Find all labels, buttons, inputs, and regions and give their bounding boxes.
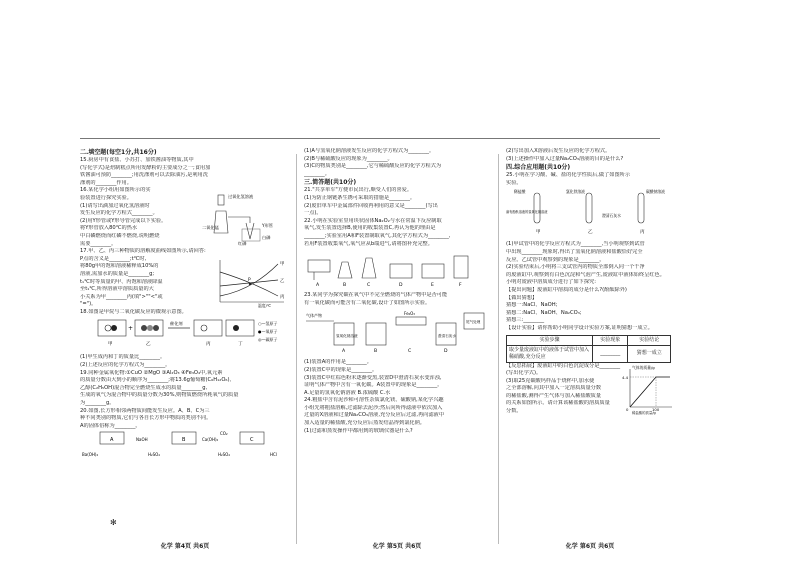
top-rule [80,138,660,139]
gas-apparatus-figure [304,248,490,288]
text-line: 之全部溶解,向其中加入一定溶质质量分数 [506,385,602,392]
label-bing: 丙 [206,342,211,348]
table-header: 实验现象 [593,335,628,345]
text-line: P点的含义是________;t℃时, [80,255,147,262]
chain-item: H₂SO₄ [218,452,230,458]
q17-block [80,256,290,309]
apparatus-e [422,264,444,278]
label-gas: 气体产物 [306,313,322,319]
text-line: (3)C的物质类别是________,它与稀硫酸反应的化学方程式为 [304,163,442,170]
text-line: (1)为防止钢链条生锈可采取的措施是________。 [304,194,416,201]
text-line: 有一氧化碳而可能含有二氧化碳,设计了如图所示实验。 [304,299,431,306]
text-line: 23.某同学为探究碳在氧气中不完全燃烧的气体产物中是否可能 [304,292,448,299]
text-line: 种不同类别的物质,它们与各自长方形中物质的类别不同。 [80,415,212,422]
graph-y-tick: 4.4 [622,375,629,381]
text-line: (2)B与稀硫酸反应的现象为________。 [304,155,393,162]
text-line: 16.某化学小组用如图所示的实 [80,187,151,194]
text-line: 猜想一:NaCl、NaOH; [506,302,558,309]
tube-yi [586,193,592,223]
label-tube-bing: 丙 [640,230,645,236]
text-line: 18.如图是甲烷与二氧化碳反应的微观示意图。 [80,308,187,315]
text-line: 将Y形管放入80℃的热水 [80,225,138,232]
text-line: 为________g。 [80,400,115,407]
apparatus-a [308,260,330,272]
text-line: 实验。 [506,179,522,186]
co-detection-figure [304,307,490,355]
exam-sheet [80,148,674,552]
label-white-p: 白磷 [262,234,271,240]
label-d: D [444,349,448,355]
text-line: 的稀盐酸,测得产生气体与加入稀盐酸质量 [506,392,602,399]
box-ding [226,320,254,336]
chain-item: H₂SO₄ [148,452,160,458]
label-mno2: 二氧化锰 [202,224,219,230]
text-line: 分数。 [506,408,522,415]
text-line: (3)上述操作中加入过量Na₂CO₃溶液的目的是什么? [506,155,624,162]
text-line: (3)装置C中红棕色粉末逐渐变黑,装置D中澄清石灰水变浑浊, [304,374,442,381]
combustion-apparatus-figure [202,189,288,247]
label-naoh: 氢氧化钠溶液 [336,334,358,339]
label-temp-axis: 温度/℃ [258,303,272,309]
text-line: 铁酱油可预防________;用洗涤剂可以去除油污,是利用洗 [80,172,208,179]
page-4-column [80,148,290,552]
molecule-atom [153,325,159,331]
text-line: 22.小明在实验室里用块状固体Na₂O₂与水在常温下反应制取 [304,217,442,224]
text-line: 氧气,发生装置选择B,使用的收集装置C,再认为他的理由是 [304,225,436,232]
page-footer: 化学 第4页 共6页 [160,543,210,550]
label-fecl3: 氯化铁溶液 [566,189,585,195]
text-line: 的废液缸中,观察到有白色沉淀和气泡产生,废液缸中液体始终呈红色。 [506,271,665,278]
section-title-short-answer: 三.简答题(共10分) [304,179,357,187]
text-line: 过量的X溶液和过量Na₂CO₃溶液,充分反应后过滤,再向滤液中 [304,412,444,419]
apparatus-b [338,262,352,278]
tube-bing [638,193,644,223]
text-line: (1)装置A的作用是________。 [304,359,372,366]
table-row [507,345,671,362]
graph-x-label: 稀盐酸的质量/g [632,411,656,416]
text-line: 证明气体产物中含有一氧化碳。A装置中的现象是________。 [304,382,443,389]
legend-carbon: ◎—碳原子 [258,337,278,343]
table-header: 实验步骤 [507,335,593,345]
graph-origin: 0 [626,407,629,413]
apparatus-d [390,264,412,278]
text-line: (3)取25克碳酸钙样品于烧杯中,加水使 [506,377,595,384]
text-line: 生成的氧气为混合物中的质量分数为30%,则物质燃烧所耗氧气的质量 [80,392,239,399]
label-ding: 丁 [238,342,243,348]
graph-y-label: 气体的质量/g [632,365,655,371]
label-a: A [342,349,346,355]
text-line: 17.甲、乙、丙三种物质的溶解度曲线如图所示,请回答: [80,248,206,255]
label-na2co3: 碳酸钠溶液 [646,189,665,195]
label-y-tube: Y形管 [262,222,273,228]
text-line: A.足量的氢氧化钠溶液 B.浓硫酸 C.水 [304,389,391,396]
table-cell-step: 取少量废液缸中的液体于试管中加入稀硝酸,充分反应 [507,345,593,362]
section-title-comprehensive: 四.综合应用题(共10分) [506,164,571,172]
label-tube-yi: 乙 [588,230,593,236]
text-line: 15.厨房中有食盐、小苏打、加铁酱油等物质,其中 [80,157,194,163]
text-line: 反应。乙试管中观察到的现象是________。 [506,256,605,263]
text-line: 【做出猜想】 [506,294,538,301]
text-line: 小关系为甲________丙(填">""<"或 [80,293,163,300]
page-footer: 化学 第6页 共6页 [565,543,615,550]
solubility-curve-figure [212,256,288,308]
label-apparatus: D [399,283,403,289]
molecule-atom [233,325,239,331]
reaction-chain-figure [80,430,290,460]
text-line: (写化学式)是焙制糕点所用发酵粉的主要成分之一;食用加 [80,164,211,171]
text-line: 24.粗盐中含有泥沙和可溶性杂质氯化镁、硫酸钠,某化学兴趣 [304,397,444,404]
text-line: 【设计实验】请你帮助小明同学设计实验方案,证明猜想一成立。 [506,324,653,331]
label-apparatus: A [316,283,320,289]
text-line: 一点)。 [304,210,322,217]
text-line: 20.如图,长方形相邻两物质间能发生反应。A、B、C为三 [80,407,210,414]
bottle-b [366,323,386,345]
label-curve-yi: 乙 [280,279,285,285]
chain-item: HCl [270,452,277,458]
molecule-atom [141,325,147,331]
label-jia: 甲 [108,342,113,348]
text-line: (2)写出加入X溶液后发生反应的化学方程式。 [506,148,611,154]
table-header: 实验结论 [628,335,671,345]
molecule-atom [105,325,111,331]
text-line: "=")。 [80,301,97,308]
label-c: C [408,349,412,355]
text-line: 将80g甲的饱和溶液稀释成10%的 [80,263,159,270]
apparatus-f [454,256,468,278]
test-tubes-figure [506,187,674,237]
text-line: 溶液,需加水的质量是________g; [80,270,155,277]
label-yi: 乙 [146,342,151,348]
molecule-atom [147,325,153,331]
experiment-table [506,335,671,363]
text-line: 小明对废液中溶质成分进行了如下探究: [506,279,596,286]
column-divider [498,154,499,544]
chain-item: CO₂ [220,431,228,437]
text-line: 19.同种金属氧化物:①CuO ②MgO ③Al₂O₃ ④Fe₃O₄中,氧元素 [80,369,223,376]
text-line: (写出化学式)。 [506,370,542,377]
text-line: 至t₁℃,所得溶液中溶质质量的大 [80,286,154,293]
text-line: ________。 [304,170,330,177]
page-6-column [506,148,674,552]
tube [228,217,250,223]
apparatus-c [362,258,376,278]
label-curve-jia: 甲 [280,262,285,268]
q16-block [80,187,290,248]
text-line: 中出现________现象时,得出了氢氧化钠溶液和盐酸恰好完全 [506,248,643,255]
label-b: B [374,349,378,355]
label-limewater: 澄清石灰水 [602,213,621,219]
section-title-fill-blank: 二.填空题(每空1分,共16分) [80,149,157,156]
label-point-p: P [248,278,251,284]
y-tube [246,223,254,239]
text-line: (1)过滤和蒸发操作中都用到的玻璃仪器是什么? [304,427,413,434]
text-line: (1)请写出滴加过氧化氢溶液时 [80,202,150,209]
molecule-atom [201,325,207,331]
chain-item: Ba(OH)₂ [82,452,99,458]
label-fe2o3: Fe₂O₃ [404,311,415,317]
text-line: 乙醇(C₂H₅OH)混合物完全燃烧生成水的质量________g, [80,384,208,391]
label-h2o2: 过氧化氢溶液 [228,193,254,199]
column-divider [296,154,297,544]
label-apparatus: E [431,283,434,289]
label-limewater: 澄清石灰水 [438,334,456,339]
text-line: (2)上述反应的化学方程式为________。 [80,362,171,369]
text-line: 需要________。 [80,240,117,247]
label-apparatus: C [367,283,371,289]
text-line: 加入适量的稀盐酸,充分反应后蒸发结晶得到氯化钠。 [304,420,425,427]
text-line: 的关系如图所示。请计算该稀盐酸的溶质质量 [506,400,610,407]
text-line: ________;实验室用A和F装置制取氧气,其化学方程式为________, [304,232,451,239]
label-b: B [182,437,186,444]
label-naoh-phenol: 滴有酚酞溶液的氢氧化钠溶液 [506,210,548,215]
text-line: (2)装置C中的现象是________。 [304,366,378,373]
table-cell-conclusion: 猜想一成立 [628,345,671,362]
gas-mass-graph [622,363,674,415]
text-line: 25.小明在学习酸、碱、盐的化学性质后,做了如图所示 [506,172,631,179]
point-p [249,283,251,285]
tube-c [396,317,426,325]
text-line: 验装置进行探究实验。 [80,194,132,201]
text-line: 【提出问题】废液缸中溶质的成分是什么?(酚酞除外) [506,286,627,293]
box-bing [194,320,222,336]
text-line: 中白磷燃烧而红磷不燃烧,说明燃烧 [80,232,160,239]
text-line: A的固体俗称为________。 [80,422,141,429]
page-5-column [304,148,490,552]
legend-hydrogen: ○—氢原子 [258,321,278,327]
text-line: (2)用Y形管或Y形导管完成以下实验。 [80,217,167,224]
table-header-row [507,335,671,345]
text-line: t₁℃时等质量的甲、丙饱和溶液降温 [80,278,163,285]
q25-calc-block [506,363,674,416]
text-line: 【反思拓展】废液缸中的白色沉淀成分是________ [506,362,621,369]
text-line: (2)实验结束后,小明将三支试管内的物质全部倒入同一个干净 [506,264,645,271]
molecule-atom [111,325,117,331]
text-line: (1)甲生成丙和丁的质量比________。 [80,354,166,361]
label-red-p: 红磷 [238,240,247,246]
text-line: (1)甲试管中的化学反应方程式为________,当小明观察到试管 [506,241,645,248]
text-line: 猜想二:NaCl、NaOH、Na₂CO₃; [506,309,582,316]
text-line: 小组先将粗盐溶解,过滤除去泥沙;然后向所得滤液中依次加入 [304,404,443,411]
chain-item: NaOH [136,437,148,443]
label-hcl: 稀盐酸 [514,189,526,195]
text-line: 猜想三:________ [506,317,545,324]
text-line: 发生反应的化学方程式________。 [80,210,158,217]
svg-text:+: + [128,325,134,333]
molecular-reaction-figure [80,316,290,350]
tube-jia [534,193,540,223]
label-c: C [250,437,254,444]
label-apparatus: F [459,283,462,289]
table-cell-phenomenon: ________ [593,345,628,362]
label-curve-bing: 丙 [280,295,285,301]
graph-line [630,377,670,407]
text-line: (2)废旧单车中金属部件回收再利用的意义是________(写出 [304,202,438,209]
dropper-funnel [218,195,224,205]
text-line: 21."共享单车"方便市民出行,颇受人们的喜爱。 [304,187,413,194]
label-apparatus: B [343,283,347,289]
label-tube-jia: 甲 [536,230,541,236]
text-line: 若用F装置收集氧气,氧气应从b端进气,请将图补充完整。 [304,240,433,247]
label-a: A [110,437,114,444]
page-footer: 化学 第5页 共6页 [372,543,422,550]
text-line: 的质量分数由大到小的顺序为________;将13.6g葡萄糖(C₆H₁₂O₆)、 [80,377,235,384]
text-line: 涤剂的________作用。 [80,179,132,186]
chain-item: Ca(OH)₂ [202,437,219,443]
label-catalyst: 催化剂 [170,321,183,327]
label-tail: 尾气处理 [466,320,481,325]
margin-mark: ✻ [110,518,117,527]
legend-oxygen: ●—氧原子 [258,329,278,335]
text-line: (1)A与氢氧化钠溶液发生反应的化学方程式为________。 [304,148,435,154]
graph-x-tick: 100 [652,407,660,413]
